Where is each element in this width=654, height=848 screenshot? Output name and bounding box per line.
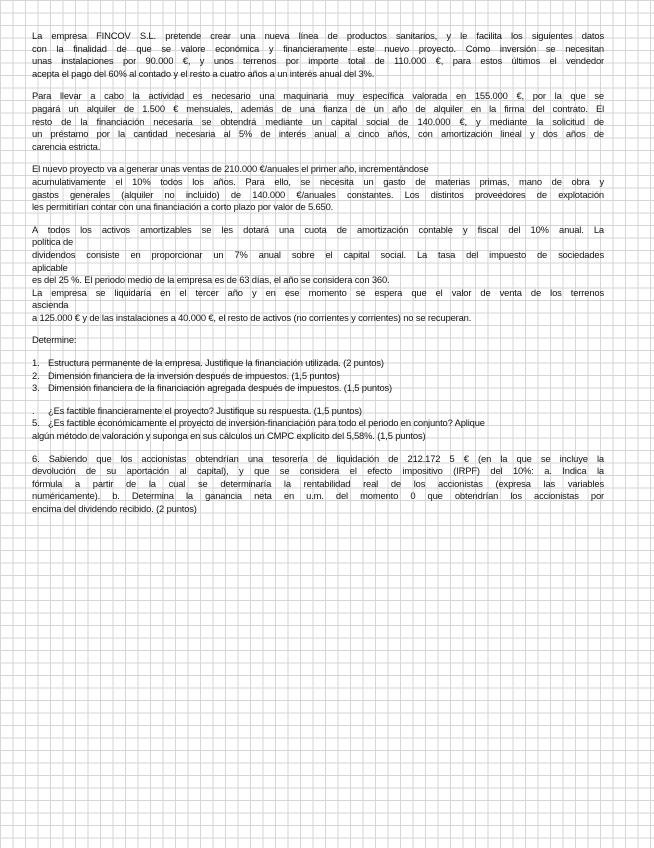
text-line: un préstamo por la cantidad necesaria al 5% de interés anual a cinco años, con amortización lineal y dos años de — [32, 128, 604, 140]
text-line: a 125.000 € y de las instalaciones a 40.000 €, el resto de activos (no corrientes y corrientes) no se recuperan. — [32, 311, 472, 323]
text-line: 6. Sabiendo que los accionistas obtendrían una tesorería de liquidación de 212.172 5 € (en la que se incluye la — [32, 452, 604, 464]
text-line: les permitirían contar con una financiación a corto plazo por valor de 5.650. — [32, 201, 334, 213]
item-number: 5. — [32, 417, 40, 429]
text-line: es del 25 %. El periodo medio de la empresa es de 63 días, el año se considera con 360. — [32, 274, 390, 286]
paragraph-financing — [32, 90, 604, 153]
text-line: unas instalaciones por 90.000 €, y unos terrenos por importe total de 110.000 €, para estos últimos el vendedor — [32, 55, 604, 67]
document-page — [32, 30, 604, 526]
questions-4-5 — [32, 405, 604, 443]
question-6 — [32, 453, 604, 516]
item-number: 2. — [32, 369, 40, 381]
item-text: Dimensión financiera de la financiación agregada después de impuestos. (1,5 puntos) — [48, 382, 393, 394]
text-line: con la finalidad de que se valore económica y financieramente este nuevo proyecto. Como inversión se necesitan — [32, 42, 604, 54]
list-item-continuation: algún método de valoración y suponga en sus cálculos un CMPC explícito del 5,58%. (1,5 puntos) — [32, 430, 426, 442]
text-line: La empresa se liquidaría en el tercer año y en ese momento se espera que el valor de venta de los terrenos — [32, 286, 604, 298]
list-item — [32, 382, 604, 395]
text-line: resto de la financiación necesaria se obtendrá mediante un capital social de 140.000 €, y mediante la solicitud de — [32, 115, 604, 127]
text-line: A todos los activos amortizables se les dotará una cuota de amortización contable y fiscal del 10% anual. La — [32, 223, 604, 235]
text-line: fórmula a partir de la cual se determinaría la rentabilidad real de los accionistas (expresa las variables — [32, 477, 604, 489]
text-line: carencia estricta. — [32, 140, 101, 152]
list-item — [32, 370, 604, 383]
determine-heading — [32, 334, 604, 347]
list-item — [32, 417, 604, 430]
paragraph-amortization — [32, 224, 604, 325]
list-item — [32, 405, 604, 418]
list-item — [32, 357, 604, 370]
item-number: . — [32, 404, 35, 416]
text-line: devolución de su aportación al capital), y que se considera el efecto impositivo (IRPF) del 10%: a. Indica la — [32, 465, 604, 477]
text-line: encima del dividendo recibido. (2 puntos) — [32, 503, 197, 514]
determine-label: Determine: — [32, 334, 77, 346]
text-line: gastos generales (alquiler no incluido) de 140.000 €/anuales constantes. Los distintos proveedores de explotación — [32, 188, 604, 200]
item-text: Estructura permanente de la empresa. Justifique la financiación utilizada. (2 puntos) — [48, 357, 384, 369]
text-line: pagará un alquiler de 1.500 € mensuales, además de una fianza de un año de alquiler en la firma del contrato. El — [32, 102, 604, 114]
item-text: ¿Es factible económicamente el proyecto de inversión-financiación para todo el periodo en conjunto? Aplique — [48, 417, 485, 429]
item-number: 3. — [32, 382, 40, 394]
text-line: La empresa FINCOV S.L. pretende crear una nueva línea de productos sanitarios, y le facilita los siguientes datos — [32, 30, 604, 41]
text-line: aplicable — [32, 261, 68, 273]
text-line: asciendа — [32, 299, 69, 311]
questions-list — [32, 357, 604, 395]
item-text: Dimensión financiera de la inversión después de impuestos. (1,5 puntos) — [48, 369, 340, 381]
text-line: acepta el pago del 60% al contado y el resto a cuatro años a un interés anual del 3%. — [32, 67, 375, 79]
text-line: acumulativamente el 10% todos los años. Para ello, se necesita un gasto de materias primas, mano de obra y — [32, 175, 604, 187]
text-line: Para llevar a cabo la actividad es necesario una maquinaria muy específica valorada en 155.000 €, por la que se — [32, 90, 604, 102]
paragraph-sales — [32, 163, 604, 213]
text-line: numéricamente). b. Determina la ganancia neta en u.m. del momento 0 que obtendrían los accionistas por — [32, 490, 604, 502]
paragraph-project-intro — [32, 30, 604, 80]
text-line: política de — [32, 236, 74, 248]
text-line: dividendos consiste en proporcionar un 7% anual sobre el capital social. La tasa del impuesto de sociedades — [32, 248, 604, 260]
text-line: El nuevo proyecto va a generar unas ventas de 210.000 €/anuales el primer año, incrementándose — [32, 163, 429, 175]
item-text: ¿Es factible financieramente el proyecto? Justifique su respuesta. (1,5 puntos) — [48, 404, 362, 416]
item-number: 1. — [32, 357, 40, 369]
